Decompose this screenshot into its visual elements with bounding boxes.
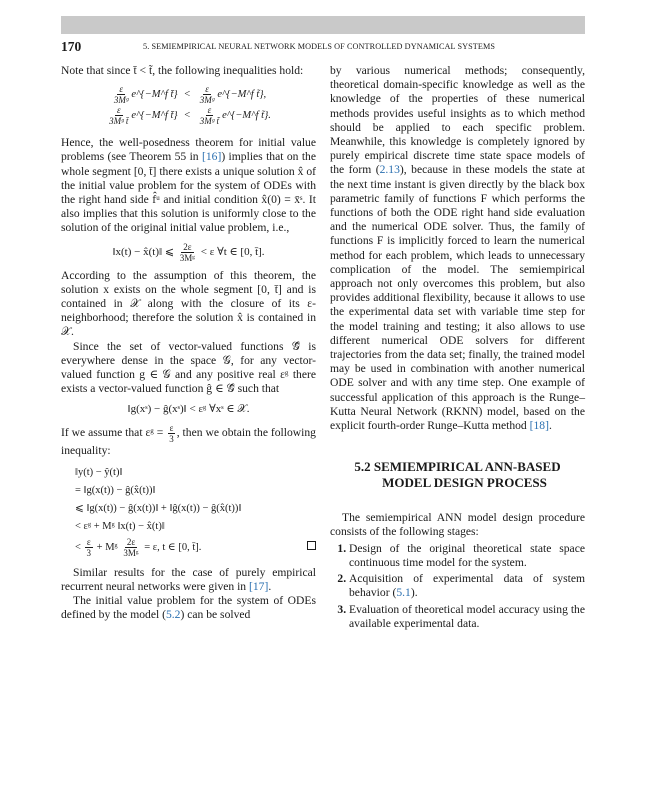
chain-line: = ‖g(x(t)) − ĝ(x̂(t))‖ <box>75 485 156 497</box>
page-number: 170 <box>61 39 82 54</box>
paragraph: Note that since t̄ < t̃, the following inequalities hold: <box>61 64 304 77</box>
running-title: 5. SEMIEMPIRICAL NEURAL NETWORK MODELS OF CONTROLLED DYNAMICAL SYSTEMS <box>143 42 496 51</box>
list-item: 2. Acquisition of experimental data of system behavior (5.1). <box>349 572 585 600</box>
list-item: 1. Design of the original theoretical state space continuous time model for the system. <box>349 542 585 570</box>
paragraph: by various numerical methods; consequently, theoretical domain-specific knowledge as well as the knowledge of the properties of these numerical methods provides useful insights as to which method should be applied to each specific problem. Meanwhile, this knowledge is completely ignored by purely empirical discrete time state space models of the form (2.13), because in these models the state at the next time instant is given directly by the black box parametric family of functions F which performs the functions of both the ODE right hand side evaluation and the numerical ODE solver. Thus, the family of functions F is implicitly forced to learn the numerical method for each problem, which leads to unnecessary complication of the model. The semiempirical approach not only overcomes this problem, but also provides additional flexibility, because it allows to use the experimental data set with variable time step for the model training and testing; it also allows to use different numerical ODE solvers for different trajectories from the data set; finally, the trained model may be used in combination with another numerical ODE solver and with any time step. One example of successful application of this approach is the Runge–Kutta Neural Network (RKNN) model, based on the explicit fourth-order Runge–Kutta method [18]. <box>330 64 585 433</box>
equation-approx: ‖g(xˢ) − ĝ(xˢ)‖ < εᵍ ∀xˢ ∈ 𝒳. <box>127 403 250 416</box>
citation-link[interactable]: [16] <box>201 150 222 164</box>
left-column <box>61 64 316 622</box>
paragraph: The semiempirical ANN model design procedure consists of the following stages: <box>330 511 585 539</box>
citation-link[interactable]: [17] <box>249 579 269 593</box>
list-item: 3. Evaluation of theoretical model accuracy using the available experimental data. <box>349 603 585 631</box>
citation-link[interactable]: [18] <box>529 419 549 433</box>
right-column <box>330 64 585 633</box>
paragraph: According to the assumption of this theorem, the solution x exists on the whole segment [0, t̄] and is contained in 𝒳 along with the closure of its ε-neighborhood; therefore the solution x̂ is contained in 𝒳. <box>61 268 316 339</box>
equation-link[interactable]: 5.2 <box>165 608 181 622</box>
equation-link[interactable]: 5.1 <box>396 586 411 600</box>
stage-list <box>330 542 585 631</box>
chain-line-last: < $\frac{\varepsilon}{3}$ + Mᵍ $\frac{2\varepsilon}{\text{3Mᵍ}}$ = ε, t ∈ [0, t̄]. <box>61 537 316 558</box>
inequality-chain <box>61 464 316 558</box>
chain-line: < εᵍ + Mᵍ ‖x(t) − x̂(t)‖ <box>75 521 165 533</box>
paragraph: Hence, the well-posedness theorem for initial value problems (see Theorem 55 in [16]) implies that on the whole segment [0, t̄] there exists a unique solution x̂ of the initial value problem for the system of ODEs with the right hand side f̂ᵘ and initial condition x̂(0) = x̄ˢ. It also implies that this solution is uniformly close to the solution of the original initial value problem, i.e., <box>61 136 316 235</box>
inequalities-block <box>61 84 316 126</box>
paragraph: The initial value problem for the system of ODEs defined by the model (5.2) can be solved <box>61 594 316 622</box>
section-heading: 5.2 SEMIEMPIRICAL ANN-BASED MODEL DESIGN PROCESS <box>354 459 561 491</box>
paragraph: If we assume that εᵍ = $\frac{\varepsilon}{3}$ , then we obtain the following inequality: <box>61 422 316 457</box>
equation-link[interactable]: 2.13 <box>379 163 400 177</box>
paragraph: Since the set of vector-valued functions 𝒢̂ is everywhere dense in the space 𝒢, for any vector-valued function g ∈ 𝒢 and any positive real εᵍ there exists a vector-valued function ĝ ∈ 𝒢̂ such that <box>61 339 316 396</box>
inequality-2: $\frac{\varepsilon}{\text{3Mᵍ t̄}}$ e^{−M^f t̄} < $\frac{\varepsilon}{\text{3Mᵍ t̃}}$ e^{−M^f t̃} . <box>109 105 271 127</box>
chain-line: ⩽ ‖g(x(t)) − ĝ(x(t))‖ + ‖ĝ(x(t)) − ĝ(x̂(t))‖ <box>75 503 242 515</box>
equation-bound: ‖x(t) − x̂(t)‖ ⩽ $\frac{2\varepsilon}{\text{3Mᵍ}}$ < ε ∀t ∈ [0, t̄]. <box>112 241 265 263</box>
inequality-1: $\frac{\varepsilon}{\text{3Mᵍ}}$ e^{−M^f t̄} < $\frac{\varepsilon}{\text{3Mᵍ}}$ e^{−M^f t̃} , <box>113 84 267 106</box>
qed-square-icon <box>307 541 316 550</box>
chain-line: ‖y(t) − ŷ(t)‖ <box>75 466 123 478</box>
paragraph: Similar results for the case of purely empirical recurrent neural networks were given in [17]. <box>61 565 316 593</box>
running-header <box>61 38 585 56</box>
top-gray-bar <box>61 16 585 34</box>
